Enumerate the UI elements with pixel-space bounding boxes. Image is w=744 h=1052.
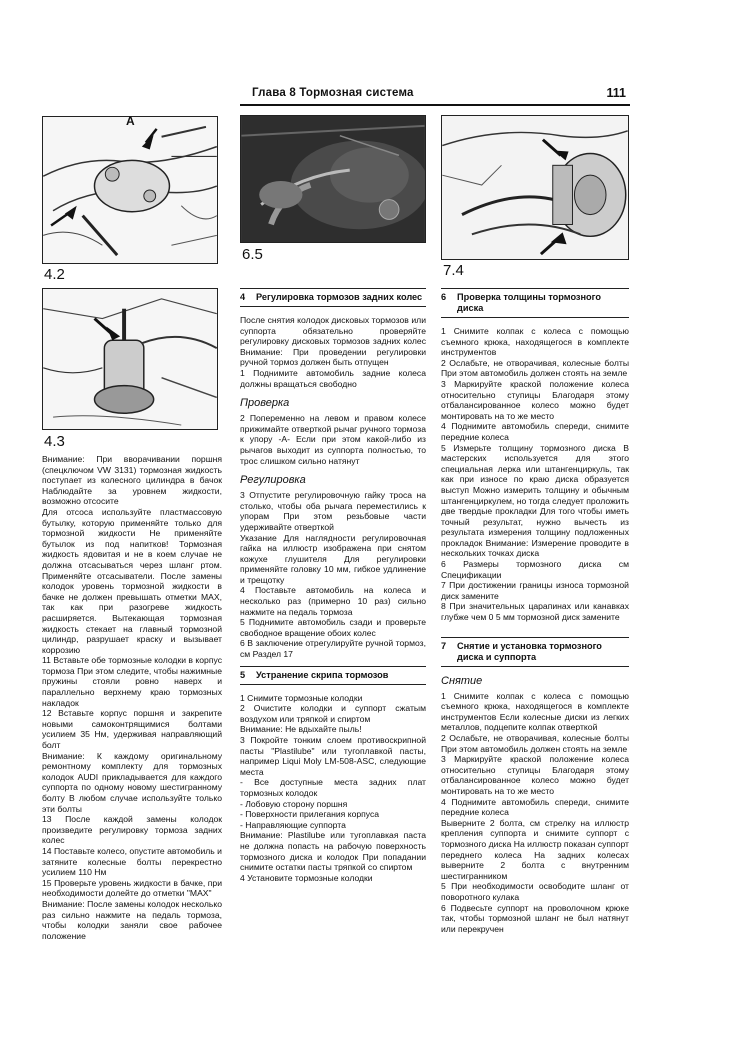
paragraph: 4 Поставьте автомобиль на колеса и несколько раз (примерно 10 раз) сильно нажмите на педаль тормоза [240, 585, 426, 617]
paragraph: Внимание: При вворачивании поршня (спецключом VW 3131) тормозная жидкость поступает из колесного цилиндра в бачок Наблюдайте за уровнем жидкости, возможно отсосите [42, 454, 222, 507]
section-number: 4 [240, 292, 246, 302]
paragraph: 14 Поставьте колесо, опустите автомобиль и затяните колесные болты перекрестно усилием 110 Нм [42, 845, 222, 878]
section-number: 6 [441, 292, 447, 302]
subheading: Проверка [240, 397, 290, 410]
section-title: Проверка толщины тормозного диска [457, 292, 601, 313]
section-number: 5 [240, 669, 246, 680]
paragraph: Указание Для наглядности регулировочная гайка на иллюстр изображена при снятом кожухе глушителя Для регулировки применяйте головку 10 мм, гибкое удлинение и трещотку [240, 532, 426, 585]
paragraph: 6 Подвесьте суппорт на проволочном крюке так, чтобы тормозной шланг не был натянут или перекручен [441, 902, 629, 934]
figure-6-5-label: 6.5 [242, 246, 263, 263]
paragraph: Внимание: Не вдыхайте пыль! [240, 724, 362, 735]
paragraph: 3 Маркируйте краской положение колеса относительно ступицы Благодаря этому отбалансированное колесо можно будет монтировать на то же место [441, 378, 629, 421]
paragraph: 2 Очистите колодки и суппорт сжатым воздухом или тряпкой и спиртом [240, 703, 426, 724]
text-column-3 [441, 282, 629, 934]
brake-caliper-illustration [43, 117, 217, 263]
paragraph: Внимание: К каждому оригинальному ремонтному комплекту для тормозных колодок AUDI прикладывается для каждого суппорта по одному новому шестигранному болту В любом случае используйте только эти болты [42, 750, 222, 814]
paragraph: - Направляющие суппорта [240, 819, 346, 830]
paragraph: 13 После каждой замены колодок произведите регулировку тормоза задних колес [42, 814, 222, 846]
paragraph: 5 Поднимите автомобиль сзади и проверьте свободное вращение обоих колес [240, 617, 426, 638]
paragraph: 6 Размеры тормозного диска см Спецификации [441, 559, 629, 580]
paragraph: 1 Снимите тормозные колодки [240, 692, 363, 703]
paragraph: - Поверхности прилегания корпуса [240, 809, 380, 820]
figure-4-3-image [42, 288, 218, 430]
front-caliper-removal-illustration [442, 116, 628, 259]
subheading: Снятие [441, 674, 483, 687]
paragraph: 3 Покройте тонким слоем противоскрипной пасты "Plastilube" или тугоплавкой пасты, например Liqui Moly LM-508-ASC, следующие места [240, 735, 426, 777]
paragraph: Выверните 2 болта, см стрелку на иллюстр крепления суппорта и снимите суппорт с тормозного диска На иллюстр показан суппорт переднего колеса На задних колесах выверните 2 болта с внутренним шестигранником [441, 817, 629, 881]
paragraph: 5 При необходимости освободите шланг от поворотного кулака [441, 881, 629, 902]
subheading: Регулировка [240, 474, 306, 487]
paragraph: 5 Измерьте толщину тормозного диска В мастерских используется для этого специальная лерка или штангенциркуль, так как при износе по краю диска образуется выступ Можно измерить толщину и обычным штангенциркулем, но тогда следует проложить две твердые прокладки Для того чтобы иметь точный результат, нужно вычесть из результата измерения толщину подложенных прокладок Внимание: Измерение проводите в нескольких точках диска [441, 442, 629, 559]
section-heading-5 [240, 666, 426, 685]
section-number: 7 [441, 640, 447, 651]
paragraph: 3 Маркируйте краской положение колеса относительно ступицы Благодаря этому отбалансированное колесо можно будет монтировать на то же место [441, 754, 629, 796]
paragraph: 15 Проверьте уровень жидкости в бачке, при необходимости долейте до отметки "MAX" [42, 877, 222, 899]
figure-4-3-label: 4.3 [44, 433, 65, 450]
paragraph: Внимание: Plastilube или тугоплавкая паста не должна попасть на рабочую поверхность тормозного диска и колодок При попадании снимите остатки пасты тряпкой со спиртом [240, 830, 426, 873]
section-title: Устранение скрипа тормозов [256, 669, 389, 680]
paragraph: После снятия колодок дисковых тормозов или суппорта обязательно проверяйте регулировку дисковых тормозов задних колес Внимание: При проведении регулировки ручной тормоз должен быть отпущен [240, 315, 426, 368]
chapter-title: Глава 8 Тормозная система [252, 87, 414, 99]
paragraph: 2 Ослабьте, не отворачивая, колесные болты При этом автомобиль должен стоять на земле [441, 357, 629, 379]
page-header [240, 86, 632, 104]
paragraph: 4 Установите тормозные колодки [240, 872, 373, 883]
paragraph: 1 Снимите колпак с колеса с помощью съемного крюка, находящегося в комплекте инструментов Если колесные диски из легких металлов, подцепите колпак отверткой [441, 690, 629, 733]
paragraph: 11 Вставьте обе тормозные колодки в корпус тормоза При этом следите, чтобы нажимные пружины стояли ровно наверх и параллельно верхнему краю тормозных накладок [42, 655, 222, 708]
paragraph: 8 При значительных царапинах или канавках глубже чем 0 5 мм тормозной диск замените [441, 601, 629, 623]
brake-piston-illustration [43, 289, 217, 429]
paragraph: Внимание: После замены колодок несколько раз сильно нажмите на педаль тормоза, чтобы колодки заняли свое рабочее положение [42, 898, 222, 941]
text-column-1 [42, 454, 222, 941]
paragraph: 6 В заключение отрегулируйте ручной тормоз, см Раздел 17 [240, 638, 426, 660]
section-title: Снятие и установка тормозного диска и суппорта [457, 640, 602, 662]
section-heading-6 [441, 288, 629, 318]
section-title: Регулировка тормозов задних колес [256, 292, 423, 302]
section-heading-7 [441, 637, 629, 667]
figure-4-2-label: 4.2 [44, 266, 65, 283]
text-column-2 [240, 282, 426, 883]
page-number: 111 [606, 86, 626, 100]
paragraph: 1 Снимите колпак с колеса с помощью съемного крюка, находящегося в комплекте инструментов [441, 326, 629, 358]
figure-4-2-image [42, 116, 218, 264]
figure-7-4-label: 7.4 [443, 262, 464, 279]
header-rule [240, 104, 630, 106]
paragraph: 4 Поднимите автомобиль спереди, снимите передние колеса [441, 421, 629, 442]
paragraph: 7 При достижении границы износа тормозной диск замените [441, 580, 629, 601]
paragraph: Для отсоса используйте пластмассовую бутылку, которую применяйте только для тормозной жидкости Не применяйте бутылок из под напитков! Тормозная жидкость ядовитая и не в коем случае не должна отсасываться через шланг ртом. Применяйте отсасыватели. После замены колодок уровень тормозной жидкости в бачке не должен превышать отметки MAX, так как при разогреве жидкость расширяется. Вытекающая тормозная жидкость стекает на главный тормозной цилиндр, разрушает краску и вызывает коррозию [42, 506, 222, 655]
paragraph: 2 Попеременно на левом и правом колесе прижимайте отверткой рычаг ручного тормоза к упору -A- Если при этом какой-либо из рычагов выходит из суппорта полностью, то трос слишком сильно натянут [240, 413, 426, 466]
figure-6-5-image [240, 115, 426, 243]
paragraph: 3 Отпустите регулировочную гайку троса на столько, чтобы оба рычага переместились к упорам При этом резьбовые части удерживайте отверткой [240, 490, 426, 532]
paragraph: 2 Ослабьте, не отворачивая, колесные болты При этом автомобиль должен стоять на земле [441, 733, 629, 754]
figure-7-4-image [441, 115, 629, 260]
paragraph: - Лобовую сторону поршня [240, 798, 348, 809]
figure-callout-a: A [126, 114, 135, 128]
paragraph: 1 Поднимите автомобиль задние колеса должны вращаться свободно [240, 367, 426, 389]
rear-brake-adjustment-photo [241, 116, 425, 242]
paragraph: 4 Поднимите автомобиль спереди, снимите передние колеса [441, 796, 629, 818]
section-heading-4 [240, 288, 426, 307]
paragraph: 12 Вставьте корпус поршня и закрепите новыми самоконтрящимися болтами усилием 35 Нм, удерживая направляющий болт [42, 708, 222, 751]
paragraph: - Все доступные места задних плат тормозных колодок [240, 777, 426, 798]
